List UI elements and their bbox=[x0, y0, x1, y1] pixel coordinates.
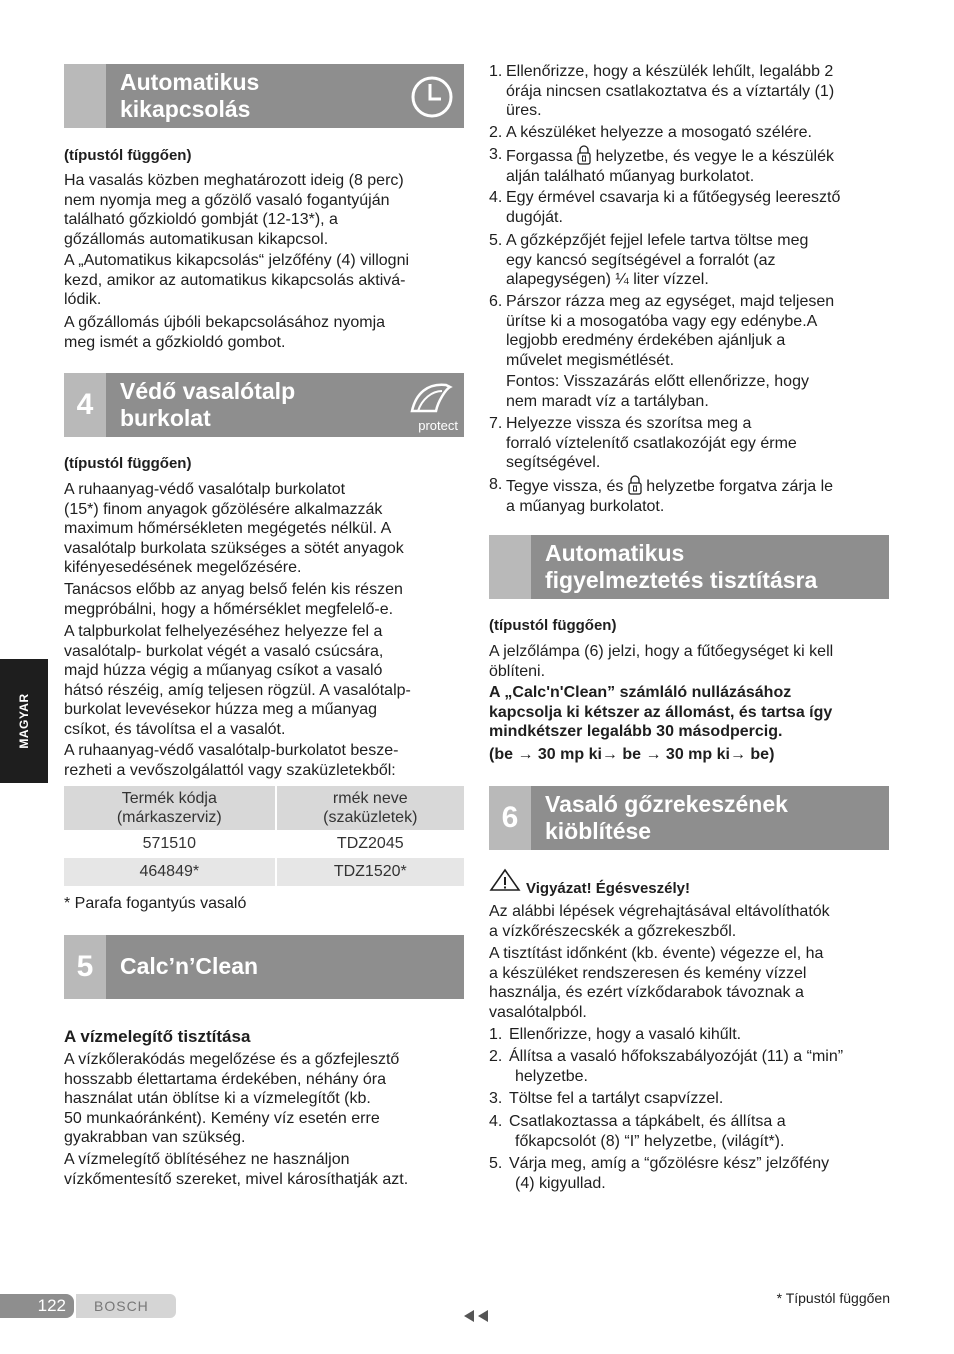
section-number: 5 bbox=[64, 935, 106, 999]
section-title: Automatikus figyelmeztetés tisztításra bbox=[545, 540, 818, 593]
paragraph: A vízmelegítő öblítéséhez ne használjon vízkőmentesítő szereket, mivel károsíthatják azt. bbox=[64, 1151, 409, 1188]
footer-footnote: * Típustól függően bbox=[776, 1290, 890, 1306]
language-tab-label: MAGYAR bbox=[17, 693, 31, 749]
section-number: 4 bbox=[64, 373, 106, 437]
paragraph: A ruhaanyag-védő vasalótalp burkolatot (15*) finom anyagok gőzölésére alkalmazzák maximum hőmérsékleten megégetés nélkül. A vasalótalp burkolata szükséges a sötét anyagok kifényesedésének megelőzésére. bbox=[64, 481, 404, 576]
model-note: (típustól függően) bbox=[489, 617, 617, 634]
section-header-5 bbox=[64, 935, 464, 999]
iron-protect-icon bbox=[406, 379, 456, 415]
table-row: 464849* TDZ1520* bbox=[64, 858, 464, 886]
section-header-4 bbox=[64, 373, 464, 437]
section-header-6 bbox=[489, 786, 889, 850]
section-number: 6 bbox=[489, 786, 531, 850]
paragraph: A gőzállomás újbóli bekapcsolásához nyomja meg ismét a gőzkioldó gombot. bbox=[64, 314, 386, 351]
lock-icon bbox=[628, 475, 642, 495]
paragraph: A „Automatikus kikapcsolás“ jelzőfény (4) villogni kezd, amikor az automatikus kikapcsolás aktivá- lódik. bbox=[64, 252, 410, 308]
page-number: 122 bbox=[0, 1294, 74, 1318]
product-code-table bbox=[64, 786, 464, 886]
language-tab bbox=[0, 659, 48, 783]
paragraph: A tisztítást időnként (kb. évente) végezze el, ha a készüléket rendszeresen és kemény vízzel használja, és ezért vízkődarabok távoznak a vasalótalpból. bbox=[489, 945, 824, 1021]
clock-icon bbox=[408, 70, 458, 122]
paragraph: Az alábbi lépések végrehajtásával eltávolíthatók a vízkőrészecskék a gőzrekeszből. bbox=[489, 903, 830, 940]
subheading: A vízmelegítő tisztítása bbox=[64, 1027, 251, 1046]
brand-label: BOSCH bbox=[76, 1294, 176, 1318]
paragraph: Tanácsos előbb az anyag belső felén kis részen megpróbálni, hogy a hőmérséklet megfelelő-e. bbox=[64, 581, 403, 618]
table-header: rmék neve (szaküzletek) bbox=[277, 786, 464, 830]
lock-icon bbox=[577, 145, 591, 165]
model-note: (típustól függően) bbox=[64, 147, 192, 164]
section-title: Calc’n’Clean bbox=[120, 953, 259, 979]
previous-page-icon[interactable] bbox=[462, 1308, 490, 1324]
section-title: Vasaló gőzrekeszének kiöblítése bbox=[545, 791, 788, 844]
paragraph: A talpburkolat felhelyezéséhez helyezze fel a vasalótalp- burkolat végét a vasaló csúcsára, majd húzza végig a műanyag csíkot a vasaló hátsó részéig, amíg teljesen rögzül. A vasalótalp- burkolat levevésekor húzza meg a műanyag csíkot, és távolítsa el a vasalót. bbox=[64, 623, 411, 738]
footnote: * Parafa fogantyús vasaló bbox=[64, 895, 247, 912]
section-header-auto-warn bbox=[489, 535, 889, 599]
paragraph-bold: A „Calc'n'Clean” számláló nullázásához kapcsolja ki kétszer az állomást, és tartsa így mindkétszer legalább 30 másodpercig. bbox=[489, 684, 833, 740]
table-row: 571510 TDZ2045 bbox=[64, 830, 464, 858]
warning-icon bbox=[489, 868, 521, 892]
paragraph-bold: (be → 30 mp ki→ be → 30 mp ki→ be) bbox=[489, 746, 775, 763]
section-number-box bbox=[64, 64, 106, 128]
paragraph: A ruhaanyag-védő vasalótalp-burkolatot besze- rezheti a vevőszolgálattól vagy szaküzletekből: bbox=[64, 742, 399, 779]
model-note: (típustól függően) bbox=[64, 455, 192, 472]
section-title: Automatikus kikapcsolás bbox=[120, 69, 260, 122]
table-header: Termék kódja (márkaszerviz) bbox=[64, 786, 277, 830]
paragraph: Ha vasalás közben meghatározott ideig (8 perc) nem nyomja meg a gőzölő vasaló fogantyúján található gőzkioldó gombját (12-13*), a gőzállomás automatikusan kikapcsol. bbox=[64, 172, 404, 248]
paragraph: A vízkőlerakódás megelőzése és a gőzfejlesztő hosszabb élettartama érdekében, néhány óra használat után öblítse ki a vízmelegítőt (kb. 50 munkaóránként). Kemény víz esetén erre gyakrabban van szükség. bbox=[64, 1051, 400, 1146]
protect-label: protect bbox=[418, 418, 458, 433]
paragraph: A jelzőlámpa (6) jelzi, hogy a fűtőegységet ki kell öblíteni. bbox=[489, 643, 834, 680]
section-title: Védő vasalótalp burkolat bbox=[120, 378, 296, 431]
section-header-auto-off bbox=[64, 64, 464, 128]
section-number-box bbox=[489, 535, 531, 599]
